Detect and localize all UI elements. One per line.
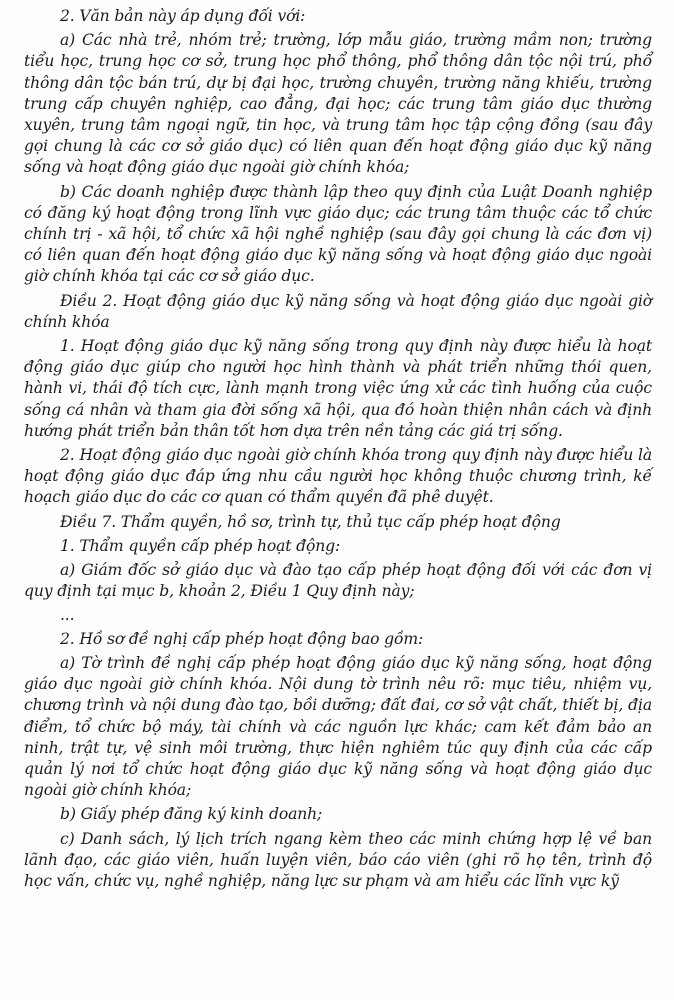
article-7-clause-2c: c) Danh sách, lý lịch trích ngang kèm theo các minh chứng hợp lệ về ban lãnh đạo, các giáo viên, huấn luyện viên, báo cáo viên (ghi rõ họ tên, trình độ học vấn, chức vụ, nghề nghiệp, năng lực sư phạm và am hiểu các lĩnh vực kỹ: [24, 829, 652, 890]
clause-2b-enterprises: b) Các doanh nghiệp được thành lập theo quy định của Luật Doanh nghiệp có đăng ký hoạt động trong lĩnh vực giáo dục; các trung tâm thuộc các tổ chức chính trị - xã hội, tổ chức xã hội nghề nghiệp (sau đây gọi chung là các đơn vị) có liên quan đến hoạt động giáo dục kỹ năng sống và hoạt động giáo dục ngoài giờ chính khóa tại các cơ sở giáo dục.: [24, 182, 652, 286]
clause-2-scope-heading: 2. Văn bản này áp dụng đối với:: [60, 7, 306, 25]
article-7-clause-2b: b) Giấy phép đăng ký kinh doanh;: [60, 805, 323, 824]
article-7-heading: Điều 7. Thẩm quyền, hồ sơ, trình tự, thủ tục cấp phép hoạt động: [60, 512, 561, 531]
article-2-clause-1: 1. Hoạt động giáo dục kỹ năng sống trong quy định này được hiểu là hoạt động giáo dục giúp cho người học hình thành và phát triển những thói quen, hành vi, thái độ tích cực, lành mạnh trong việc ứng xử các tình huống của cuộc sống cá nhân và tham gia đời sống xã hội, qua đó hoàn thiện nhân cách và định hướng phát triển bản thân tốt hơn dựa trên nền tảng các giá trị sống.: [24, 337, 652, 440]
document-body: [24, 6, 652, 895]
article-2-clause-2: 2. Hoạt động giáo dục ngoài giờ chính khóa trong quy định này được hiểu là hoạt động giáo dục đáp ứng nhu cầu người học không thuộc chương trình, kế hoạch giáo dục do các cơ quan có thẩm quyền đã phê duyệt.: [24, 446, 652, 507]
clause-2a-education-institutions: a) Các nhà trẻ, nhóm trẻ; trường, lớp mẫu giáo, trường mầm non; trường tiểu học, trung học cơ sở, trung học phổ thông, phổ thông dân tộc nội trú, phổ thông dân tộc bán trú, dự bị đại học, trường chuyên, trường năng khiếu, trường trung cấp chuyên nghiệp, cao đẳng, đại học; các trung tâm giáo dục thường xuyên, trung tâm ngoại ngữ, tin học, và trung tâm học tập cộng đồng (sau đây gọi chung là các cơ sở giáo dục) có liên quan đến hoạt động giáo dục kỹ năng sống và hoạt động giáo dục ngoài giờ chính khóa;: [24, 31, 652, 177]
article-7-clause-1: 1. Thẩm quyền cấp phép hoạt động:: [60, 536, 341, 555]
article-2-heading: Điều 2. Hoạt động giáo dục kỹ năng sống và hoạt động giáo dục ngoài giờ chính khóa: [24, 291, 652, 331]
article-7-clause-2: 2. Hồ sơ đề nghị cấp phép hoạt động bao gồm:: [60, 629, 424, 648]
article-7-clause-1a: a) Giám đốc sở giáo dục và đào tạo cấp phép hoạt động đối với các đơn vị quy định tại mục b, khoản 2, Điều 1 Quy định này;: [24, 561, 652, 601]
article-7-clause-2a: a) Tờ trình đề nghị cấp phép hoạt động giáo dục kỹ năng sống, hoạt động giáo dục ngoài giờ chính khóa. Nội dung tờ trình nêu rõ: mục tiêu, nhiệm vụ, chương trình và nội dung đào tạo, bồi dưỡng; đất đai, cơ sở vật chất, thiết bị, địa điểm, tổ chức bộ máy, tài chính và các nguồn lực khác; cam kết đảm bảo an ninh, trật tự, vệ sinh môi trường, thực hiện nghiêm túc quy định của các cấp quản lý nơi tổ chức hoạt động giáo dục kỹ năng sống và hoạt động giáo dục ngoài giờ chính khóa;: [24, 653, 652, 800]
omission-ellipsis: ...: [60, 606, 75, 625]
